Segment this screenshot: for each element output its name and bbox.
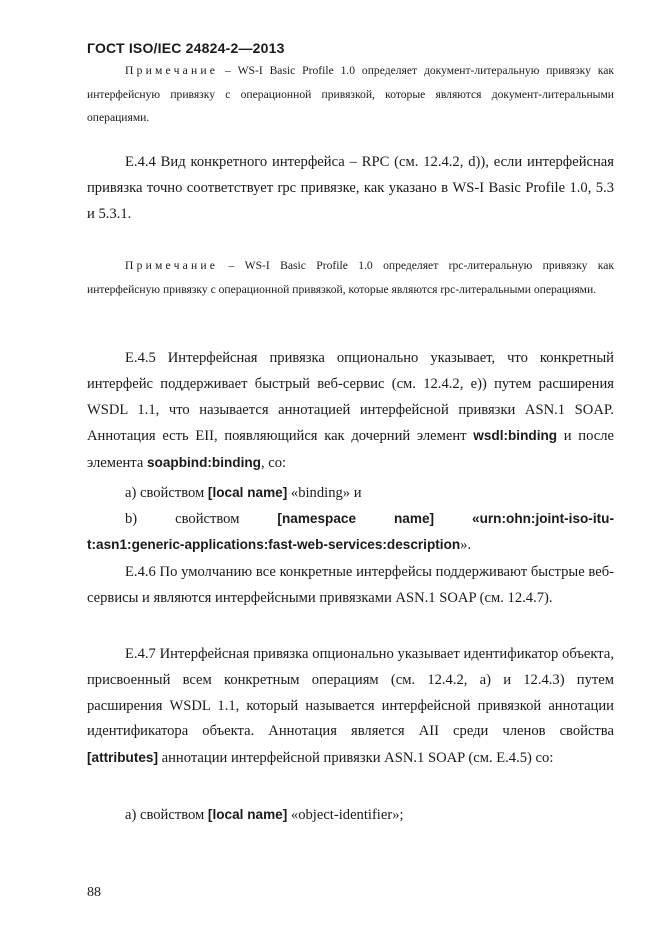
e-4-5-text: Е.4.5 Интерфейсная привязка опционально указывает, что конкретный интерфейс поддерживает быстрый веб-сервис (см. 12.4.2, e)) путем расширения WSDL 1.1, что называется аннотацией интерфейсной привязки ASN.1 SOAP. Аннотация есть EII, появляющийся как дочерний элемент <box>87 350 614 445</box>
paragraph-e-4-4: Е.4.4 Вид конкретного интерфейса – RPC (см. 12.4.2, d)), если интерфейсная привязка точно соответствует rpc привязке, как указано в WS-I Basic Profile 1.0, 5.3 и 5.3.1. <box>87 154 614 222</box>
note-2 <box>87 254 614 301</box>
property-value: «binding» и <box>287 485 362 501</box>
paragraph-e-4-6: Е.4.6 По умолчанию все конкретные интерфейсы поддерживают быстрые веб-сервисы и являются интерфейсными привязками ASN.1 SOAP (см. 12.4.7). <box>87 564 614 606</box>
note-2-label: Примечание <box>125 259 219 272</box>
list-item-a-binding <box>87 480 614 507</box>
e-4-7-end: аннотации интерфейсной привязки ASN.1 SOAP (см. Е.4.5) со: <box>158 750 554 767</box>
list-item-prefix: a) свойством <box>125 807 208 823</box>
note-1 <box>87 59 614 130</box>
list-item-prefix: a) свойством <box>125 485 208 501</box>
list-item-prefix: b) <box>125 511 138 527</box>
note-2-text: – WS-I Basic Profile 1.0 определяет rpc-литеральную привязку как интерфейсную привязку с операционной привязкой, которые являются rpc-литеральными операциями. <box>87 259 614 296</box>
page-number: 88 <box>87 885 101 900</box>
term-wsdl-binding: wsdl:binding <box>473 428 558 444</box>
note-1-label: Примечание <box>125 64 219 77</box>
property-value: «object-identifier»; <box>287 807 404 823</box>
property-attributes: [attributes] <box>87 750 158 766</box>
term-soapbind-binding: soapbind:binding <box>146 455 261 471</box>
e-4-7-text: Е.4.7 Интерфейсная привязка опционально указывает идентификатор объекта, присвоенный всем конкретным операциям (см. 12.4.2, a) и 12.4.3) путем расширения WSDL 1.1, который называется интерфейсной привязкой аннотации идентификатора объекта. Аннотация является AII среди членов свойства <box>87 646 614 740</box>
document-header: ГОСТ ISO/IEC 24824-2—2013 <box>87 40 285 56</box>
namespace-close: ». <box>460 537 472 553</box>
paragraph-e-4-5 <box>87 346 614 477</box>
namespace-value-start: «urn:ohn:joint-iso-itu- <box>472 511 614 526</box>
property-namespace: [namespace <box>277 511 357 526</box>
namespace-value-end: t:asn1:generic-applications:fast-web-services:description <box>87 537 461 552</box>
list-item-b-continuation <box>87 532 614 559</box>
list-item-b-namespace <box>87 506 614 533</box>
paragraph-e-4-7 <box>87 642 614 772</box>
property-name: name] <box>394 511 435 526</box>
e-4-5-end: , со: <box>260 455 287 472</box>
e-4-5-mid: и после элемента <box>87 428 614 472</box>
list-item-word: свойством <box>175 511 240 527</box>
property-local-name: [local name] <box>207 485 288 500</box>
note-1-text: – WS-I Basic Profile 1.0 определяет документ-литеральную привязку как интерфейсную привязку с операционной привязкой, которые являются документ-литеральными операциями. <box>87 64 614 124</box>
list-item-a-object-identifier <box>87 802 614 829</box>
property-local-name: [local name] <box>207 807 288 822</box>
